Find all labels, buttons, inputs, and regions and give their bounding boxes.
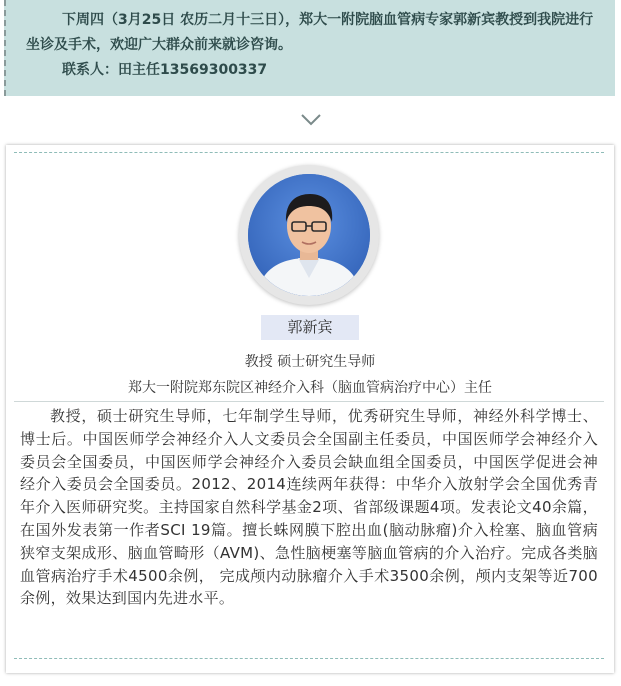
avatar [248,174,370,296]
doctor-title: 教授 硕士研究生导师 [244,354,376,370]
section-divider [14,401,604,402]
doctor-name: 郭新宾 [261,315,359,340]
contact-info: 联系人：田主任13569300337 [62,62,268,78]
doctor-affiliation: 郑大一附院郑东院区神经介入科（脑血管病治疗中心）主任 [128,380,492,396]
doctor-portrait-image [248,174,370,296]
chevron-down-icon[interactable] [300,113,322,127]
dashed-divider-bottom [14,658,604,659]
doctor-profile-card [6,145,614,673]
dashed-divider [14,152,604,153]
doctor-biography: 教授，硕士研究生导师，七年制学生导师，优秀研究生导师，神经外科学博士、博士后。中国医师学会神经介入人文委员会全国副主任委员，中国医师学会神经介入委员会全国委员，中国医师学会神经介入委员会缺血组全国委员，中国医学促进会神经介入委员会全国委员。2012、2014连续两年获得：中华介入放射学会全国优秀青年介入医师研究奖。主持国家自然科学基金2项、省部级课题4项。发表论文40余篇，在国外发表第一作者SCI 19篇。擅长蛛网膜下腔出血(脑动脉瘤)介入栓塞、脑血管病狭窄支架成形、脑血管畸形（AVM)、急性脑梗塞等脑血管病的介入治疗。完成各类脑血管病治疗手术4500余例， 完成颅内动脉瘤介入手术3500余例，颅内支架等近700余例，效果达到国内先进水平。 [20,407,598,608]
announcement-box [4,0,615,96]
avatar-frame [239,165,379,305]
announcement-text: 下周四（3月25日 农历二月十三日），郑大一附院脑血管病专家郭新宾教授到我院进行坐诊及手术，欢迎广大群众前来就诊咨询。 [26,12,594,53]
